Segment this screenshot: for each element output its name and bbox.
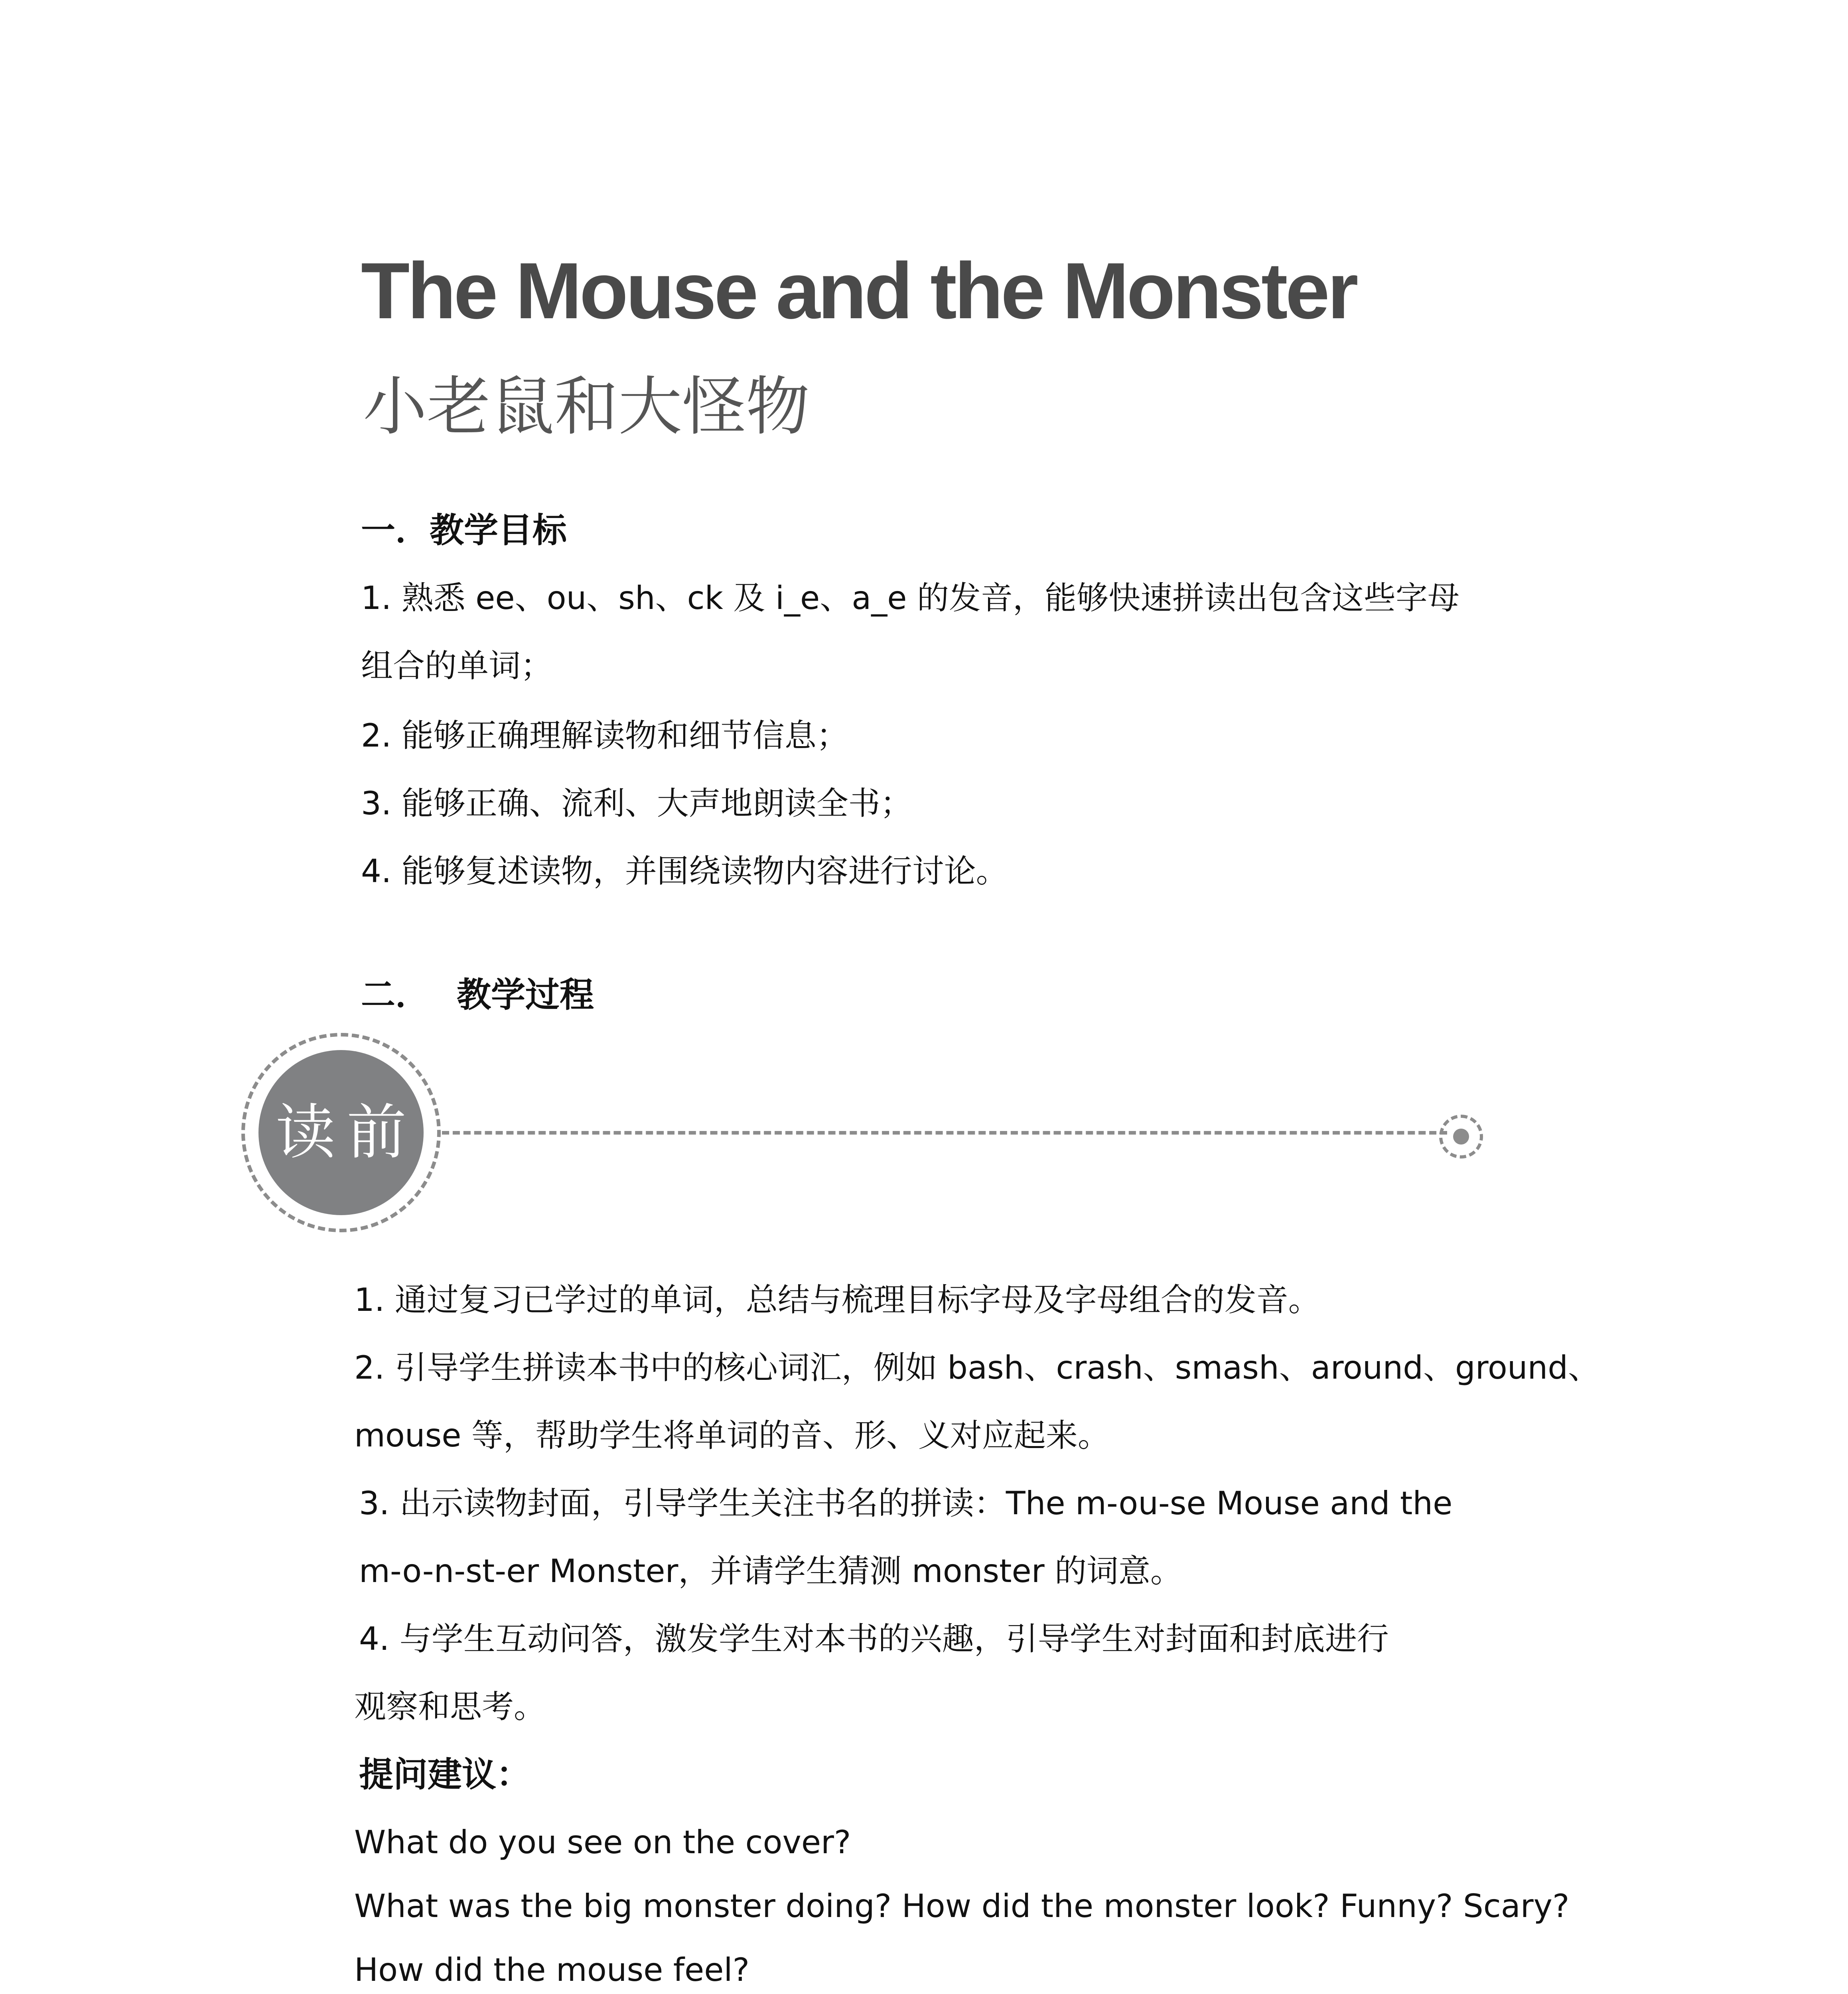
objective-line-1-cont: 组合的单词；: [361, 647, 552, 684]
title-chinese: 小老鼠和大怪物: [363, 369, 810, 444]
section2-heading: 教学过程: [457, 975, 594, 1015]
dashed-connector: [442, 1131, 1447, 1135]
prereading-line-2: 2. 引导学生拼读本书中的核心词汇，例如 bash、crash、smash、around、ground、: [354, 1349, 1600, 1386]
prereading-line-2-cont: mouse 等，帮助学生将单词的音、形、义对应起来。: [354, 1417, 1110, 1454]
question-2: What was the big monster doing? How did the monster look? Funny? Scary?: [354, 1888, 1570, 1925]
objective-line-1: 1. 熟悉 ee、ou、sh、ck 及 i_e、a_e 的发音，能够快速拼读出包含这些字母: [361, 579, 1459, 617]
prereading-line-3: 3. 出示读物封面，引导学生关注书名的拼读：The m-ou-se Mouse and the: [359, 1485, 1453, 1522]
prereading-line-1: 1. 通过复习已学过的单词，总结与梳理目标字母及字母组合的发音。: [354, 1281, 1320, 1318]
objective-line-3: 3. 能够正确、流利、大声地朗读全书；: [361, 785, 912, 822]
prereading-line-3-cont: m-o-n-st-er Monster，并请学生猜测 monster 的词意。: [359, 1553, 1183, 1590]
questions-heading: 提问建议：: [359, 1755, 531, 1795]
prereading-line-4-cont: 观察和思考。: [354, 1688, 546, 1725]
question-1: What do you see on the cover?: [354, 1824, 851, 1861]
prereading-line-4: 4. 与学生互动问答，激发学生对本书的兴趣，引导学生对封面和封底进行: [359, 1620, 1389, 1657]
connector-end-dot: [1453, 1129, 1469, 1145]
prereading-badge: 读前: [258, 1050, 424, 1215]
question-3: How did the mouse feel?: [354, 1951, 750, 1988]
section1-heading: 一．教学目标: [361, 510, 567, 550]
objective-line-4: 4. 能够复述读物，并围绕读物内容进行讨论。: [361, 853, 1008, 890]
objective-line-2: 2. 能够正确理解读物和细节信息；: [361, 717, 848, 754]
section2-number: 二．: [361, 975, 430, 1015]
title-english: The Mouse and the Monster: [361, 246, 1356, 335]
